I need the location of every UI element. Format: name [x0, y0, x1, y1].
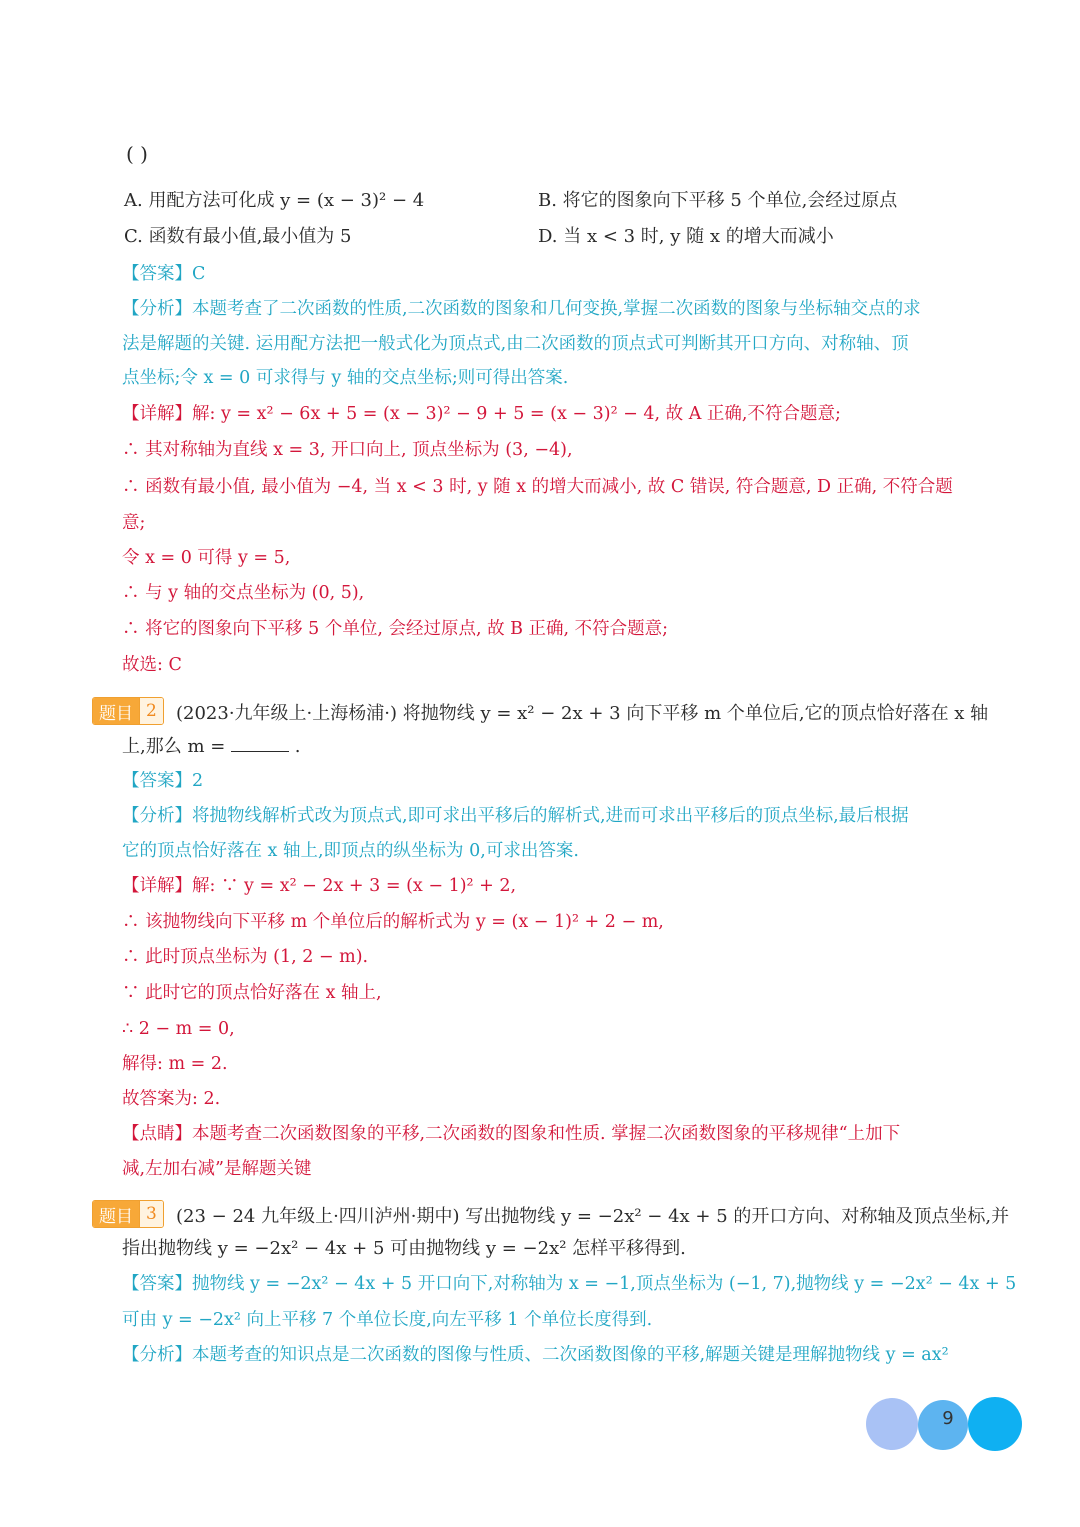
answer-parentheses: ( ): [126, 142, 148, 166]
q2-stem-text: 上,那么 m =: [122, 736, 226, 757]
badge-label: 题目: [93, 1201, 139, 1227]
q2-detail-line: ∵ 此时它的顶点恰好落在 x 轴上,: [122, 983, 382, 1003]
badge-label: 题目: [93, 698, 139, 724]
q2-tip-line: 减,左加右减”是解题关键: [122, 1159, 312, 1179]
q1-detail-line: 意;: [122, 513, 146, 533]
fill-blank: [231, 735, 289, 752]
q2-detail-line: 故答案为: 2.: [122, 1089, 221, 1109]
q3-answer-line: 可由 y = −2x² 向上平移 7 个单位长度,向左平移 1 个单位长度得到.: [122, 1310, 653, 1330]
q3-analysis-line: 【分析】本题考查的知识点是二次函数的图像与性质、二次函数图像的平移,解题关键是理解抛物线 y = ax²: [122, 1345, 949, 1365]
q1-detail-line: 故选: C: [122, 655, 182, 675]
q2-tip-line: 【点睛】本题考查二次函数图象的平移,二次函数的图象和性质. 掌握二次函数图象的平移规律“上加下: [122, 1124, 901, 1144]
q1-detail-line: ∴ 将它的图象向下平移 5 个单位, 会经过原点, 故 B 正确, 不符合题意;: [122, 619, 669, 639]
option-b: B. 将它的图象向下平移 5 个单位,会经过原点: [538, 190, 898, 211]
q3-stem-line: (23 − 24 九年级上·四川泸州·期中) 写出抛物线 y = −2x² − 4x + 5 的开口方向、对称轴及顶点坐标,并: [176, 1206, 1010, 1227]
q1-analysis-line: 点坐标;令 x = 0 可求得与 y 轴的交点坐标;则可得出答案.: [122, 368, 569, 388]
q2-stem-line-2: [122, 735, 301, 758]
page-circle-decoration: [968, 1397, 1022, 1451]
badge-number: 2: [139, 698, 163, 724]
q3-stem-line-2: 指出抛物线 y = −2x² − 4x + 5 可由抛物线 y = −2x² 怎样平移得到.: [122, 1238, 686, 1259]
q1-answer: 【答案】C: [122, 264, 206, 284]
option-a: A. 用配方法可化成 y = (x − 3)² − 4: [124, 190, 425, 211]
q2-detail-line: 【详解】解: ∵ y = x² − 2x + 3 = (x − 1)² + 2,: [122, 876, 517, 896]
option-c: C. 函数有最小值,最小值为 5: [124, 226, 352, 247]
q2-detail-line: 解得: m = 2.: [122, 1054, 228, 1074]
q1-detail-line: ∴ 与 y 轴的交点坐标为 (0, 5),: [122, 583, 365, 603]
q3-answer-line: 【答案】抛物线 y = −2x² − 4x + 5 开口向下,对称轴为 x = −1,顶点坐标为 (−1, 7),抛物线 y = −2x² − 4x + 5: [122, 1274, 1017, 1294]
q1-detail-line: ∴ 函数有最小值, 最小值为 −4, 当 x < 3 时, y 随 x 的增大而减小, 故 C 错误, 符合题意, D 正确, 不符合题: [122, 477, 953, 497]
q2-stem-line: (2023·九年级上·上海杨浦·) 将抛物线 y = x² − 2x + 3 向下平移 m 个单位后,它的顶点恰好落在 x 轴: [176, 703, 989, 724]
q2-stem-end: .: [294, 736, 301, 757]
question-badge: [92, 697, 164, 725]
page-number: 9: [942, 1408, 954, 1429]
q2-detail-line: ∴ 该抛物线向下平移 m 个单位后的解析式为 y = (x − 1)² + 2 − m,: [122, 912, 664, 932]
q1-detail-line: 令 x = 0 可得 y = 5,: [122, 548, 291, 568]
q2-detail-line: ∴ 此时顶点坐标为 (1, 2 − m).: [122, 947, 369, 967]
q2-analysis-line: 它的顶点恰好落在 x 轴上,即顶点的纵坐标为 0,可求出答案.: [122, 841, 579, 861]
q1-analysis-line: 法是解题的关键. 运用配方法把一般式化为顶点式,由二次函数的顶点式可判断其开口方向、对称轴、顶: [122, 334, 909, 354]
q2-answer: 【答案】2: [122, 771, 204, 791]
q1-analysis-line: 【分析】本题考查了二次函数的性质,二次函数的图象和几何变换,掌握二次函数的图象与坐标轴交点的求: [122, 299, 921, 319]
badge-number: 3: [139, 1201, 163, 1227]
q1-detail-line: ∴ 其对称轴为直线 x = 3, 开口向上, 顶点坐标为 (3, −4),: [122, 440, 573, 460]
page-circle-decoration: [866, 1398, 918, 1450]
option-d: D. 当 x < 3 时, y 随 x 的增大而减小: [538, 226, 834, 247]
q2-analysis-line: 【分析】将抛物线解析式改为顶点式,即可求出平移后的解析式,进而可求出平移后的顶点坐标,最后根据: [122, 806, 909, 826]
q2-detail-line: ∴ 2 − m = 0,: [122, 1019, 235, 1039]
question-badge: [92, 1200, 164, 1228]
q1-detail-line: 【详解】解: y = x² − 6x + 5 = (x − 3)² − 9 + 5 = (x − 3)² − 4, 故 A 正确,不符合题意;: [122, 404, 841, 424]
